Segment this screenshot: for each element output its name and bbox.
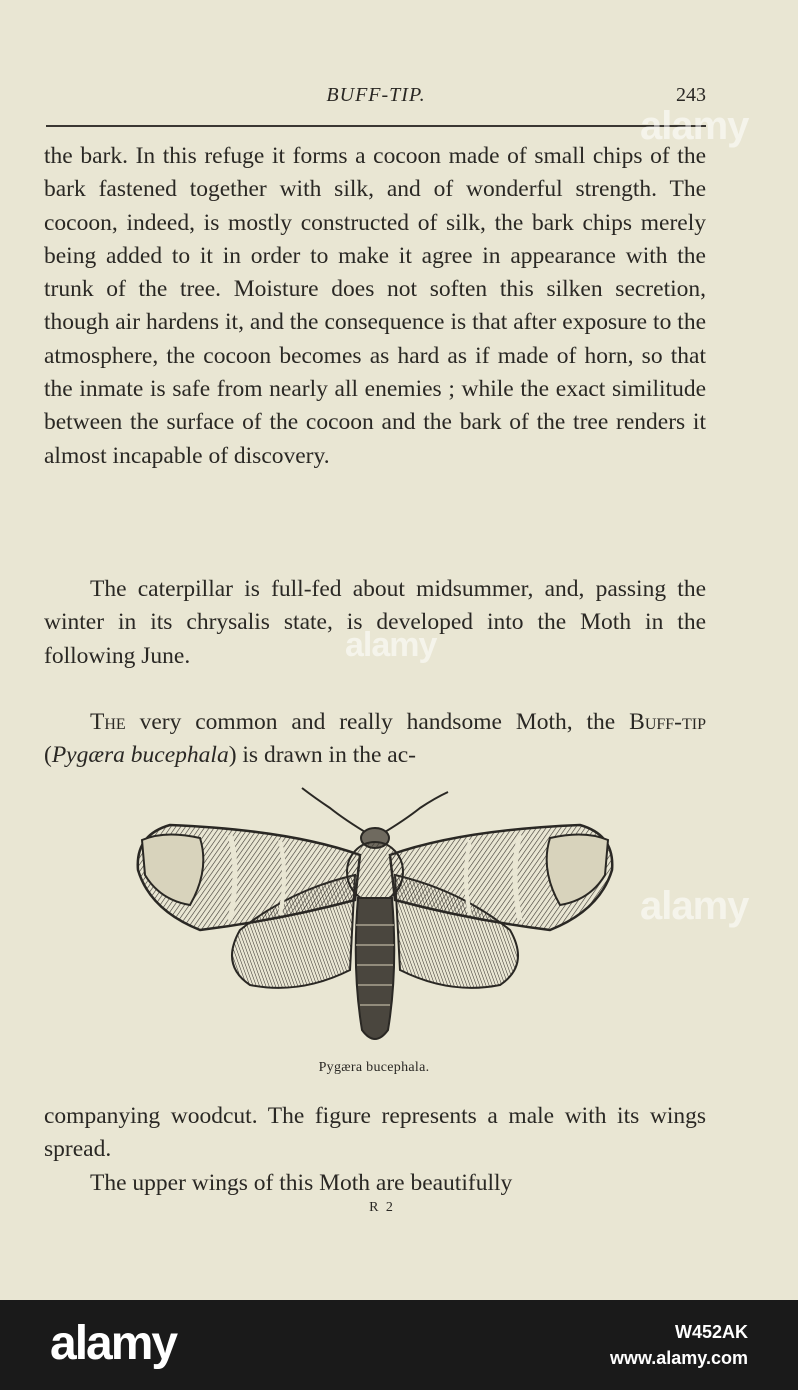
paragraph-3 (44, 706, 706, 773)
watermark-top: alamy (640, 104, 749, 148)
footer-url: www.alamy.com (609, 1348, 748, 1368)
watermark-middle: alamy (640, 884, 749, 928)
paragraph-2: The caterpillar is full-fed about midsummer, and, passing the winter in its chrysalis state, is developed into the Moth in the following June. (44, 576, 706, 669)
paragraph-3-text-a: very common and really handsome Moth, the (125, 709, 630, 735)
paragraph-3-text-b: ( (44, 742, 52, 769)
paragraph-4: companying woodcut. The figure represents a male with its wings spread. (44, 1103, 706, 1163)
small-caps-the: The (90, 709, 126, 735)
small-caps-buff-tip: Buff-tip (629, 709, 706, 735)
alamy-logo: alamy (50, 1317, 177, 1370)
page-number: 243 (676, 84, 706, 106)
paragraph-5: The upper wings of this Moth are beautifully (90, 1170, 513, 1196)
species-name: Pygæra bucephala (51, 742, 229, 769)
figure-caption: Pygæra bucephala. (318, 1060, 430, 1075)
header-rule (46, 125, 706, 127)
running-head (46, 84, 706, 112)
running-title: BUFF-TIP. (326, 84, 426, 106)
signature-mark: R 2 (369, 1200, 395, 1215)
stock-footer-bar (0, 1300, 798, 1390)
moth-woodcut-illustration (130, 780, 620, 1055)
watermark-center: alamy (345, 626, 437, 664)
image-id: W452AK (674, 1322, 748, 1342)
paragraph-3-text-c: ) is drawn in the ac- (228, 742, 416, 769)
paragraph-1: the bark. In this refuge it forms a cocoon made of small chips of the bark fastened together with silk, and of wonderful strength. The cocoon, indeed, is mostly constructed of silk, the bark chips merely being added to it in order to make it agree in appearance with the trunk of the tree. Moisture does not soften this silken secretion, though air hardens it, and the consequence is that after exposure to the atmosphere, the cocoon becomes as hard as if made of horn, so that the inmate is safe from nearly all enemies ; while the exact similitude between the surface of the cocoon and the bark of the tree renders it almost incapable of discovery. (44, 143, 706, 469)
